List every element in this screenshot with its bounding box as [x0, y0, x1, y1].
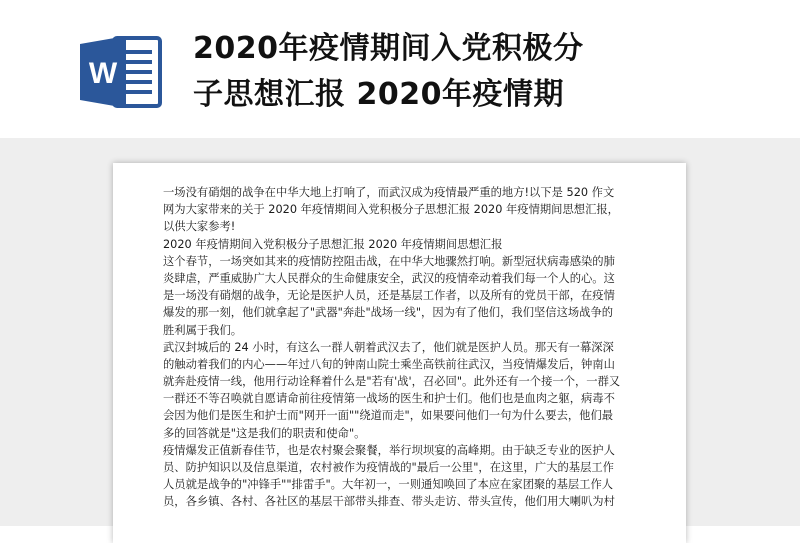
body-line: 员，各乡镇、各村、各社区的基层干部带头排查、带头走访、带头宣传，他们用大喇叭为村 [163, 495, 615, 509]
word-icon-letter: W [88, 57, 118, 90]
title-line-2: 子思想汇报 2020年疫情期 [193, 77, 564, 112]
body-line: 的触动着我们的内心——年过八旬的钟南山院士乘坐高铁前往武汉，当疫情爆发后，钟南山 [163, 357, 615, 371]
body-line: 这个春节，一场突如其来的疫情防控阻击战，在中华大地骤然打响。新型冠状病毒感染的肺 [163, 254, 615, 268]
body-line: 多的回答就是"这是我们的职责和使命"。 [163, 426, 366, 440]
body-line: 炎肆虐，严重威胁广大人民群众的生命健康安全，武汉的疫情牵动着我们每一个人的心。这 [163, 271, 615, 285]
body-line: 胜利属于我们。 [163, 323, 243, 337]
body-line: 疫情爆发正值新春佳节，也是农村聚会聚餐，举行坝坝宴的高峰期。由于缺乏专业的医护人 [163, 443, 615, 457]
body-line: 就奔赴疫情一线，他用行动诠释着什么是"若有'战'，召必回"。此外还有一个接一个，一群又 [163, 375, 621, 389]
body-line: 员、防护知识以及信息渠道，农村被作为疫情战的"最后一公里"，在这里，广大的基层工作 [163, 461, 614, 474]
word-document-icon [78, 32, 164, 112]
body-line: 以供大家参考! [163, 220, 236, 234]
document-page [113, 163, 686, 543]
document-body [163, 184, 653, 511]
body-line: 网为大家带来的关于 2020 年疫情期间入党积极分子思想汇报 2020 年疫情期间思想汇报， [163, 203, 619, 217]
body-line: 人员就是战争的"冲锋手""排雷手"。大年初一，一则通知唤回了本应在家团聚的基层工作人 [163, 478, 614, 492]
section-heading: 2020 年疫情期间入党积极分子思想汇报 2020 年疫情期间思想汇报 [163, 237, 503, 251]
body-line: 一群还不等召唤就自愿请命前往疫情第一战场的医生和护士们。他们也是血肉之躯，病毒不 [163, 392, 615, 406]
body-line: 爆发的那一刻，他们就拿起了"武器"奔赴"战场一线"，因为有了他们，我们坚信这场战争的 [163, 306, 614, 320]
body-line: 一场没有硝烟的战争在中华大地上打响了，而武汉成为疫情最严重的地方!以下是 520 作文 [163, 186, 615, 199]
title-line-1: 2020年疫情期间入党积极分 [193, 31, 584, 66]
body-line: 会因为他们是医生和护士而"网开一面""绕道而走"，如果要问他们一句为什么要去，他们最 [163, 409, 614, 423]
body-line: 武汉封城后的 24 小时，有这么一群人朝着武汉去了，他们就是医护人员。那天有一幕深深 [163, 340, 614, 354]
document-title [193, 26, 663, 118]
body-line: 是一场没有硝烟的战争，无论是医护人员，还是基层工作者，以及所有的党员干部，在疫情 [163, 289, 615, 303]
